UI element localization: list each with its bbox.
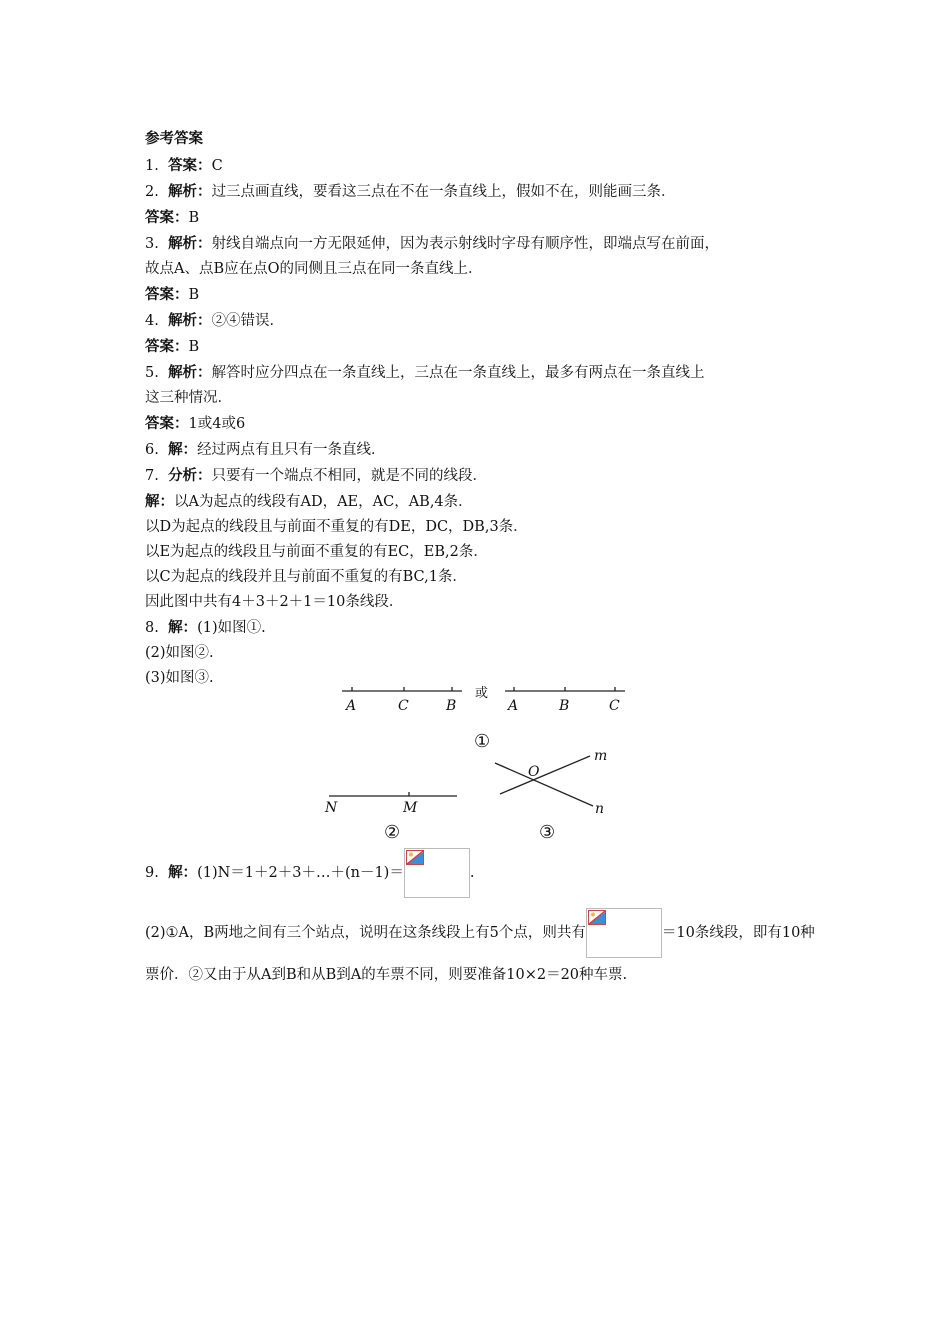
label-m-line: m bbox=[594, 748, 608, 764]
item-label: 答案： bbox=[168, 157, 212, 174]
answer-9-part-2 bbox=[145, 908, 815, 992]
answer-9 bbox=[145, 848, 474, 898]
or-label: 或 bbox=[475, 686, 489, 701]
answer-value: B bbox=[188, 210, 200, 226]
page-title: 参考答案 bbox=[145, 130, 203, 147]
solution-text: 以A为起点的线段有AD，AE，AC，AB,4条． bbox=[174, 494, 473, 510]
item-number: 1. bbox=[145, 158, 159, 174]
figure-3-line-n bbox=[495, 763, 593, 806]
figure-3-line-m bbox=[500, 756, 590, 794]
label-a: A bbox=[346, 698, 357, 714]
solution-label: 解： bbox=[145, 493, 174, 510]
item-text: 过三点画直线，要看这三点在不在一条直线上，假如不在，则能画三条． bbox=[211, 184, 676, 200]
label-n: N bbox=[325, 800, 338, 816]
answer-document bbox=[145, 126, 815, 983]
answer-7-line-5: 因此图中共有4＋3＋2＋1＝10条线段． bbox=[145, 594, 404, 610]
answer-label: 答案： bbox=[145, 415, 189, 432]
answer-5-cont: 这三种情况． bbox=[145, 390, 232, 406]
label-m: M bbox=[403, 800, 418, 816]
item-number: 5. bbox=[145, 365, 159, 381]
item-label: 解析： bbox=[168, 183, 212, 200]
formula-image bbox=[404, 848, 470, 898]
label-b: B bbox=[446, 698, 457, 714]
item-label: 分析： bbox=[168, 467, 212, 484]
caption-3: ③ bbox=[539, 822, 556, 843]
caption-1: ① bbox=[474, 731, 491, 752]
answer-8-part-2: (2)如图②. bbox=[145, 645, 214, 661]
answer-label: 答案： bbox=[145, 209, 189, 226]
item-label: 解： bbox=[168, 619, 198, 636]
item-number: 2. bbox=[145, 184, 159, 200]
image-placeholder-icon bbox=[588, 910, 606, 925]
item-text: (1)N＝1＋2＋3＋…＋(n－1)＝ bbox=[197, 865, 404, 881]
label-a: A bbox=[508, 698, 519, 714]
label-n-line: n bbox=[595, 801, 605, 817]
item-text: 只要有一个端点不相同，就是不同的线段． bbox=[211, 468, 488, 484]
item-label: 解： bbox=[168, 441, 198, 458]
item-number: 4. bbox=[145, 313, 159, 329]
item-text: 经过两点有且只有一条直线． bbox=[197, 442, 386, 458]
item-number: 3. bbox=[145, 236, 159, 252]
item-text: C bbox=[211, 158, 223, 174]
answer-value: B bbox=[188, 339, 200, 355]
answer-7-line-2: 以D为起点的线段且与前面不重复的有DE，DC，DB,3条． bbox=[145, 519, 528, 535]
answer-value: 1或4或6 bbox=[188, 416, 246, 432]
item-label: 解析： bbox=[168, 364, 212, 381]
item-text: 射线自端点向一方无限延伸，因为表示射线时字母有顺序性，即端点写在前面， bbox=[211, 236, 720, 252]
image-placeholder-icon bbox=[406, 850, 424, 865]
answer-3-cont: 故点A、点B应在点O的同侧且三点在同一条直线上． bbox=[145, 261, 483, 277]
geometry-figures bbox=[145, 126, 815, 846]
label-c: C bbox=[398, 698, 409, 714]
item-number: 9. bbox=[145, 865, 159, 881]
label-b: B bbox=[559, 698, 570, 714]
formula-image bbox=[586, 908, 662, 958]
item-number: 7. bbox=[145, 468, 159, 484]
item-text: . bbox=[469, 865, 475, 881]
item-label: 解析： bbox=[168, 235, 212, 252]
item-text: ＝10条线段，即有10种票价．②又由于从A到B和从B到A的车票不同，则要准备10×2＝20种车票. bbox=[145, 925, 815, 983]
item-text: (1)如图①. bbox=[197, 620, 266, 636]
answer-label: 答案： bbox=[145, 286, 189, 303]
answer-label: 答案： bbox=[145, 338, 189, 355]
answer-value: B bbox=[188, 287, 200, 303]
answer-7-line-3: 以E为起点的线段且与前面不重复的有EC，EB,2条． bbox=[145, 544, 488, 560]
item-text: (2)①A，B两地之间有三个站点，说明在这条线段上有5个点，则共有 bbox=[145, 925, 586, 941]
label-c: C bbox=[609, 698, 620, 714]
caption-2: ② bbox=[384, 822, 401, 843]
item-number: 8. bbox=[145, 620, 159, 636]
item-text: 解答时应分四点在一条直线上，三点在一条直线上，最多有两点在一条直线上 bbox=[211, 365, 705, 381]
answer-7-line-4: 以C为起点的线段并且与前面不重复的有BC,1条． bbox=[145, 569, 467, 585]
item-number: 6. bbox=[145, 442, 159, 458]
item-label: 解： bbox=[168, 864, 198, 881]
item-text: ②④错误． bbox=[211, 313, 285, 329]
label-o: O bbox=[528, 764, 540, 780]
answer-8-part-3: (3)如图③. bbox=[145, 670, 214, 686]
item-label: 解析： bbox=[168, 312, 212, 329]
